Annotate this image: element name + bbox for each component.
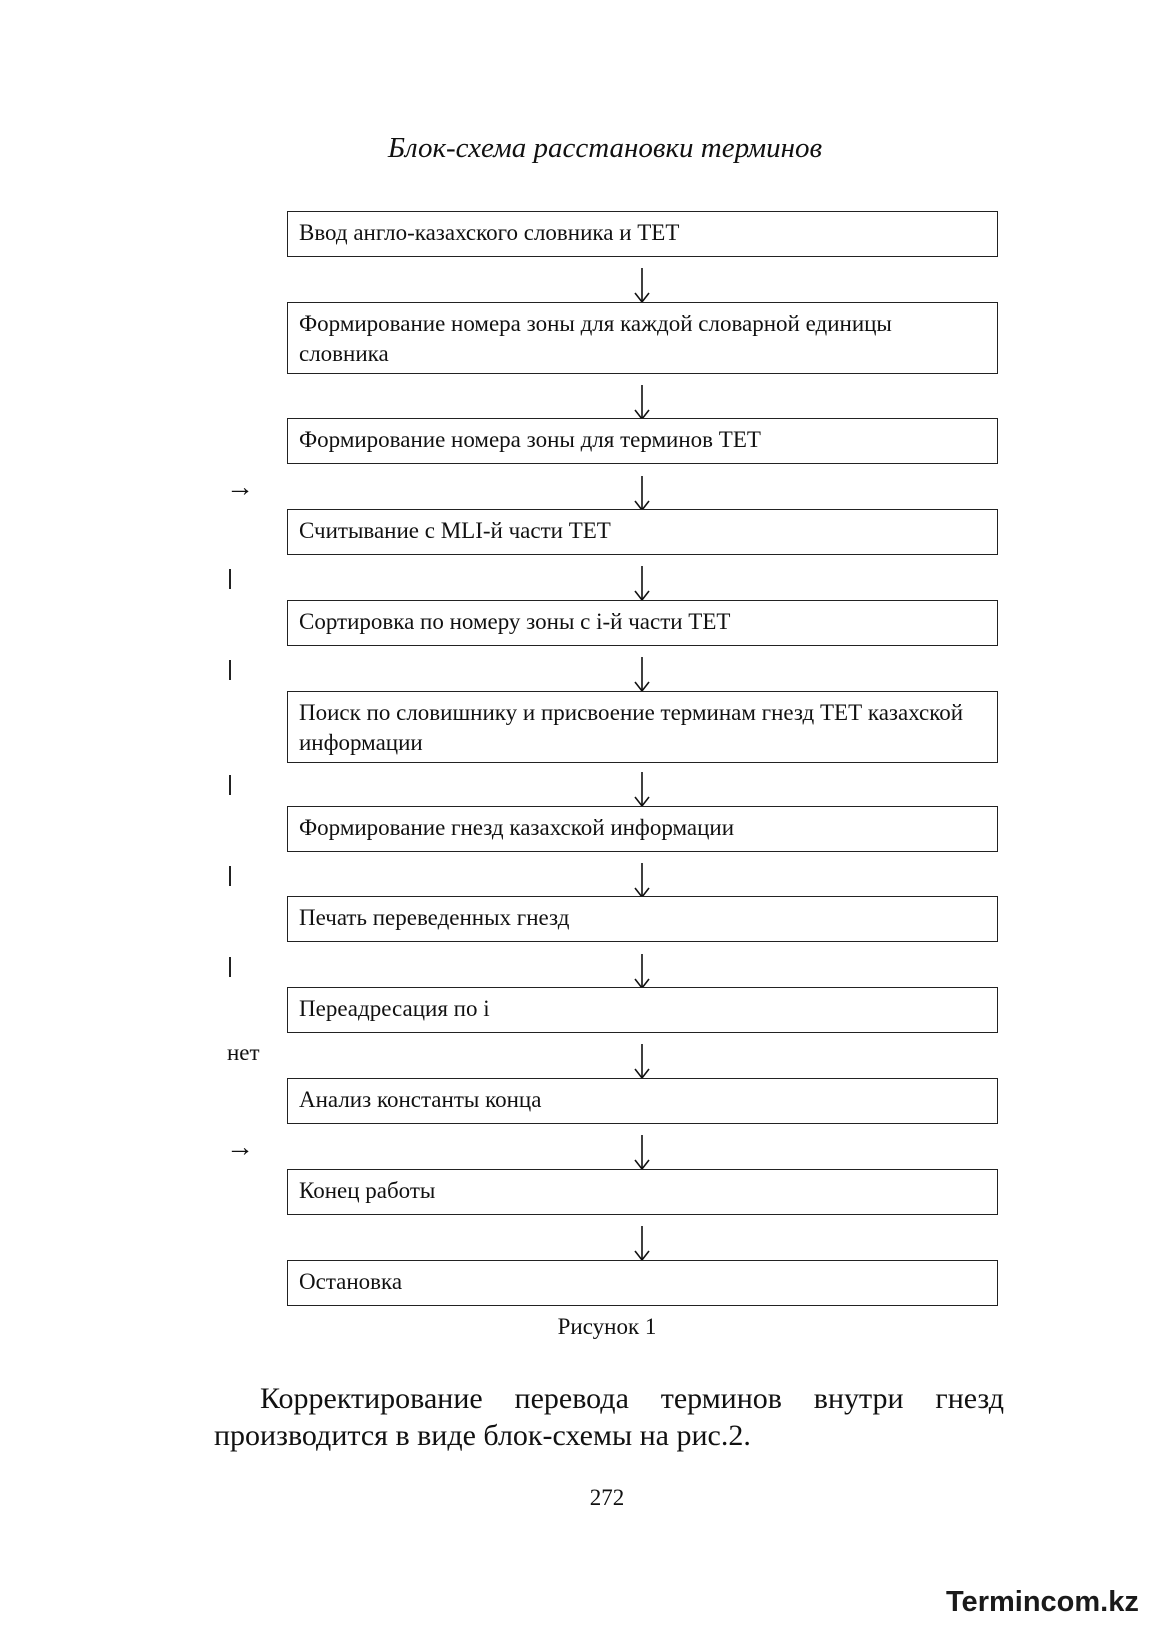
body-paragraph: Корректирование перевода терминов внутри гнезд производится в виде блок-схемы на рис.2.	[214, 1382, 1004, 1452]
down-arrow-icon	[629, 1224, 655, 1264]
down-arrow-icon	[629, 861, 655, 901]
loop-line-segment	[229, 866, 231, 886]
loop-line-segment	[229, 775, 231, 795]
down-arrow-icon	[629, 383, 655, 423]
down-arrow-icon	[629, 1042, 655, 1082]
step-readdress: Переадресация по i	[287, 987, 998, 1033]
loop-line-segment	[229, 957, 231, 977]
step-form-nests: Формирование гнезд казахской информации	[287, 806, 998, 852]
step-zone-number-terms: Формирование номера зоны для терминов ТЕТ	[287, 418, 998, 464]
step-analyze-end: Анализ константы конца	[287, 1078, 998, 1124]
step-zone-number-dictionary: Формирование номера зоны для каждой словарной единицы словника	[287, 302, 998, 374]
down-arrow-icon	[629, 770, 655, 810]
step-search-assign: Поиск по словишнику и присвоение терминам гнезд ТЕТ казахской информации	[287, 691, 998, 763]
right-arrow-icon: →	[226, 472, 254, 503]
down-arrow-icon	[629, 1133, 655, 1173]
watermark-text: Termincom.kz	[946, 1586, 1139, 1618]
down-arrow-icon	[629, 564, 655, 604]
right-arrow-icon: →	[226, 1132, 254, 1163]
figure-caption: Рисунок 1	[557, 1314, 657, 1339]
diagram-title: Блок-схема расстановки терминов	[387, 132, 823, 164]
down-arrow-icon	[629, 266, 655, 306]
down-arrow-icon	[629, 655, 655, 695]
down-arrow-icon	[629, 952, 655, 992]
loop-line-segment	[229, 569, 231, 589]
step-input-dictionary: Ввод англо-казахского словника и ТЕТ	[287, 211, 998, 257]
loop-line-segment	[229, 660, 231, 680]
down-arrow-icon	[629, 474, 655, 514]
step-print-nests: Печать переведенных гнезд	[287, 896, 998, 942]
step-read-mli: Считывание с MLI-й части ТЕТ	[287, 509, 998, 555]
step-end-work: Конец работы	[287, 1169, 998, 1215]
step-stop: Остановка	[287, 1260, 998, 1306]
watermark-logo	[946, 1586, 1158, 1631]
page-number: 272	[589, 1485, 625, 1510]
step-sort-zone: Сортировка по номеру зоны с i-й части ТЕТ	[287, 600, 998, 646]
side-label-no: нет	[227, 1040, 260, 1065]
